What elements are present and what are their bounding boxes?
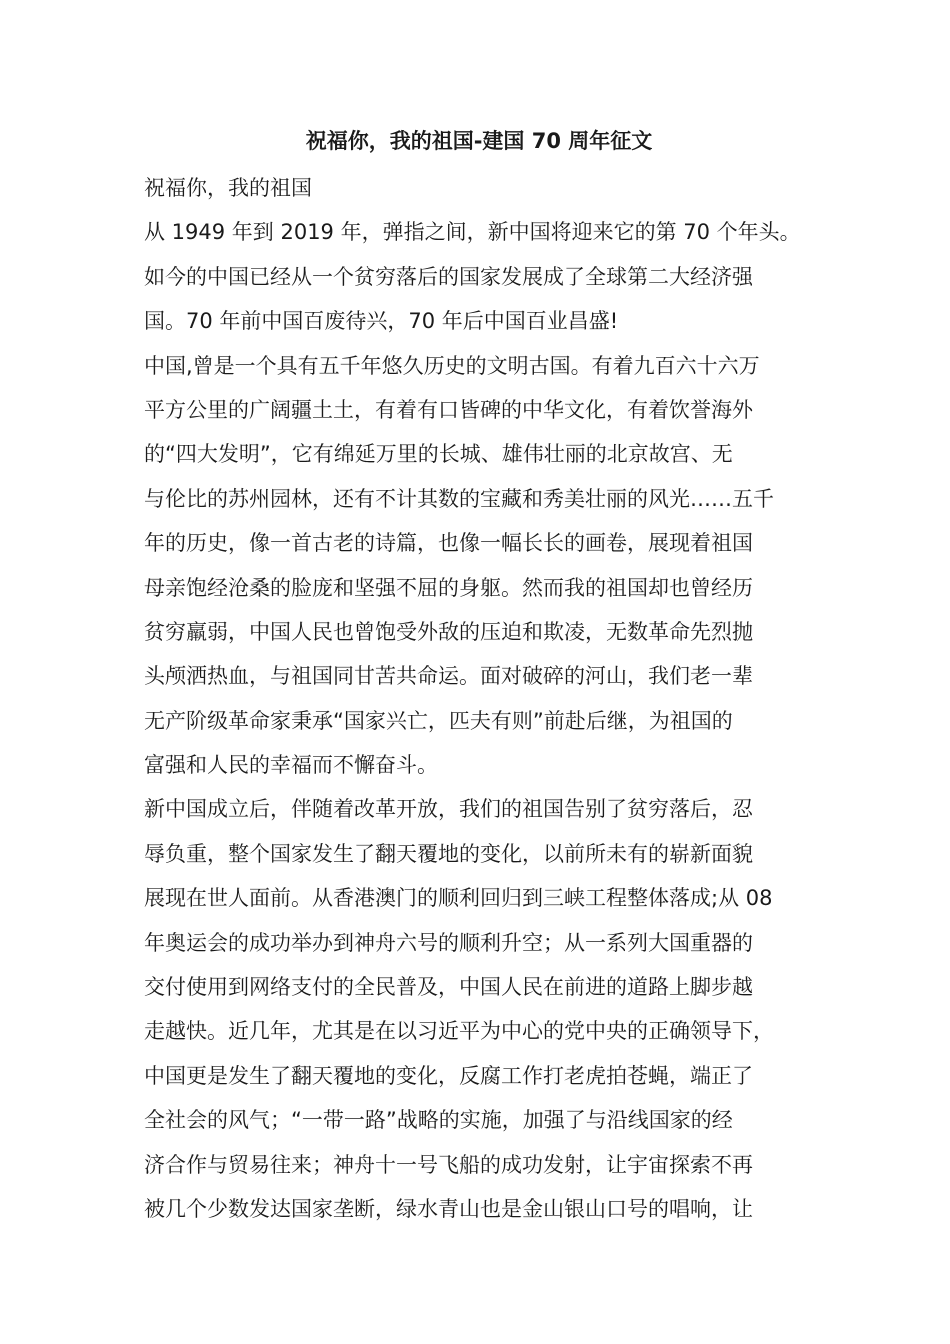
text-line: 祝福你，我的祖国 (144, 176, 312, 200)
text-line: 辱负重，整个国家发生了翻天覆地的变化，以前所未有的崭新面貌 (144, 841, 753, 866)
text-line: 平方公里的广阔疆土土，有着有口皆碑的中华文化，有着饮誉海外 (144, 397, 753, 422)
text-line: 从 1949 年到 2019 年，弹指之间，新中国将迎来它的第 70 个年头。 (144, 220, 801, 245)
document-title: 祝福你，我的祖国-建国 70 周年征文 (305, 129, 653, 153)
text-line: 被几个少数发达国家垄断，绿水青山也是金山银山口号的唱响，让 (144, 1196, 753, 1221)
text-line: 中国更是发生了翻天覆地的变化，反腐工作打老虎拍苍蝇，端正了 (144, 1063, 753, 1088)
text-line: 与伦比的苏州园林，还有不计其数的宝藏和秀美壮丽的风光……五千 (144, 486, 774, 511)
text-line: 全社会的风气；“一带一路”战略的实施，加强了与沿线国家的经 (144, 1108, 733, 1133)
text-line: 如今的中国已经从一个贫穷落后的国家发展成了全球第二大经济强 (144, 264, 753, 289)
text-line: 新中国成立后，伴随着改革开放，我们的祖国告别了贫穷落后，忍 (144, 797, 753, 822)
text-line: 年奥运会的成功举办到神舟六号的顺利升空；从一系列大国重器的 (144, 930, 753, 955)
text-line: 走越快。近几年，尤其是在以习近平为中心的党中央的正确领导下， (144, 1019, 774, 1044)
text-line: 济合作与贸易往来；神舟十一号飞船的成功发射，让宇宙探索不再 (144, 1152, 753, 1177)
text-line: 的“四大发明”，它有绵延万里的长城、雄伟壮丽的北京故宫、无 (144, 442, 733, 467)
text-line: 富强和人民的幸福而不懈奋斗。 (144, 753, 438, 778)
text-line: 头颅洒热血，与祖国同甘苦共命运。面对破碎的河山，我们老一辈 (144, 664, 753, 689)
text-line: 无产阶级革命家秉承“国家兴亡，匹夫有则”前赴后继，为祖国的 (144, 708, 733, 733)
text-line: 中国,曾是一个具有五千年悠久历史的文明古国。有着九百六十六万 (144, 353, 760, 378)
text-line: 国。70 年前中国百废待兴，70 年后中国百业昌盛! (144, 309, 619, 334)
text-line: 母亲饱经沧桑的脸庞和坚强不屈的身躯。然而我的祖国却也曾经历 (144, 575, 753, 600)
text-line: 年的历史，像一首古老的诗篇，也像一幅长长的画卷，展现着祖国 (144, 531, 753, 556)
text-line: 交付使用到网络支付的全民普及，中国人民在前进的道路上脚步越 (144, 975, 753, 1000)
text-line: 展现在世人面前。从香港澳门的顺利回归到三峡工程整体落成;从 08 (144, 886, 773, 911)
text-line: 贫穷羸弱，中国人民也曾饱受外敌的压迫和欺凌，无数革命先烈抛 (144, 619, 753, 644)
document-body (144, 166, 810, 1231)
